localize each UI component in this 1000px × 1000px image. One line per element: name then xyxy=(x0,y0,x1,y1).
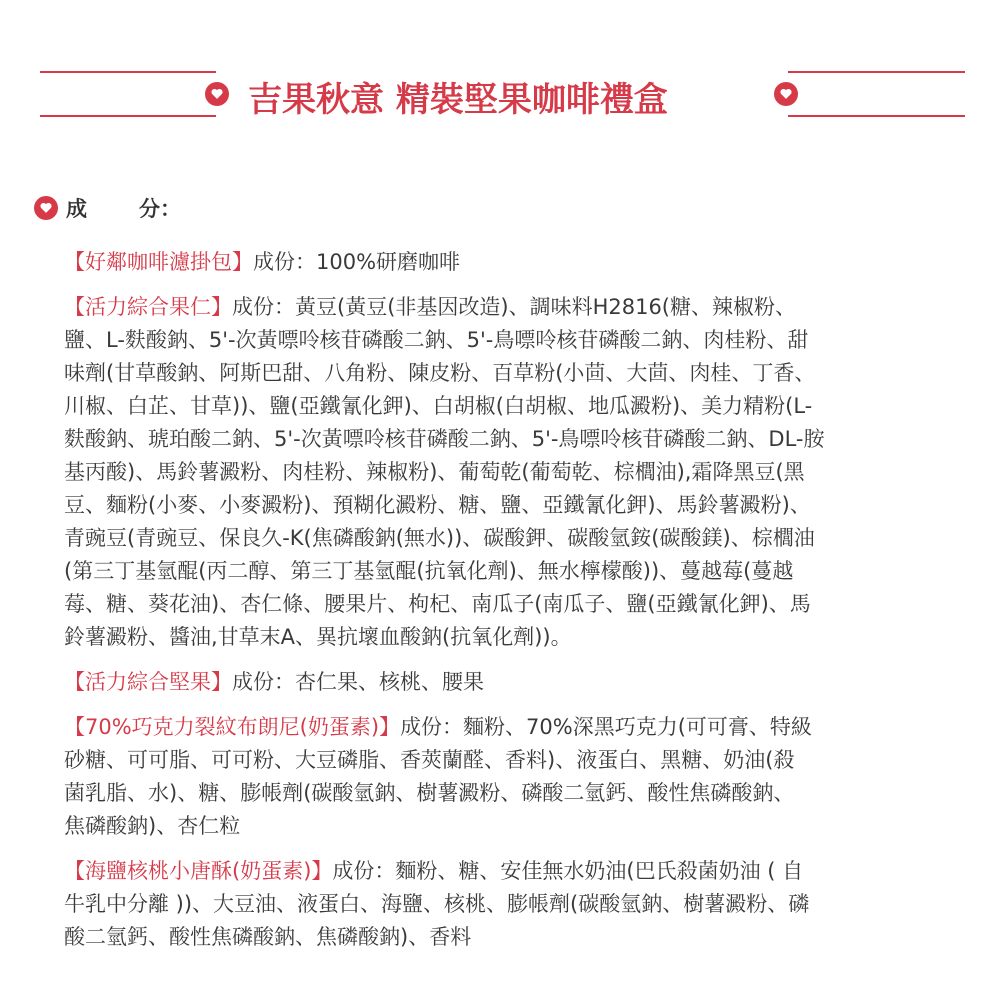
ingredient-line xyxy=(64,489,944,522)
title-rule-left-bottom xyxy=(40,115,216,117)
ingredient-line xyxy=(64,888,944,921)
ingredient-text: 酸二氫鈣、酸性焦磷酸鈉、焦磷酸鈉)、香料 xyxy=(64,925,472,949)
ingredient-line xyxy=(64,555,944,588)
ingredient-line xyxy=(64,744,944,777)
ingredient-line xyxy=(64,324,944,357)
ingredient-line xyxy=(64,291,944,324)
ingredient-text: 菌乳脂、水)、糖、膨帳劑(碳酸氫鈉、樹薯澱粉、磷酸二氫鈣、酸性焦磷酸鈉、 xyxy=(64,781,795,805)
ingredient-text: 焦磷酸鈉)、杏仁粒 xyxy=(64,814,241,838)
ingredient-line xyxy=(64,621,944,654)
ingredient-text: 砂糖、可可脂、可可粉、大豆磷脂、香莢蘭醛、香料)、液蛋白、黑糖、奶油(殺 xyxy=(64,748,795,772)
ingredient-line xyxy=(64,810,944,843)
heart-icon xyxy=(205,82,229,106)
ingredient-text: 成份：麵粉、70%深黑巧克力(可可膏、特級 xyxy=(400,715,812,739)
product-label: 【活力綜合堅果】 xyxy=(64,670,232,694)
ingredient-text: 成份：黃豆(黃豆(非基因改造)、調味料H2816(糖、辣椒粉、 xyxy=(232,295,797,319)
heart-icon xyxy=(34,196,58,220)
ingredient-text: 鈴薯澱粉、醬油,甘草末A、異抗壞血酸鈉(抗氧化劑))。 xyxy=(64,625,572,649)
ingredient-text: 青豌豆(青豌豆、保良久-K(焦磷酸鈉(無水))、碳酸鉀、碳酸氫銨(碳酸鎂)、棕櫚油 xyxy=(64,526,815,550)
ingredient-text: (第三丁基氫醌(丙二醇、第三丁基氫醌(抗氧化劑)、無水檸檬酸))、蔓越莓(蔓越 xyxy=(64,559,794,583)
heading-right: 分： xyxy=(139,197,181,221)
ingredient-text: 成份：杏仁果、核桃、腰果 xyxy=(232,670,484,694)
ingredient-line xyxy=(64,522,944,555)
ingredient-text: 牛乳中分離 ))、大豆油、液蛋白、海鹽、核桃、膨帳劑(碳酸氫鈉、樹薯澱粉、磷 xyxy=(64,892,810,916)
ingredient-line xyxy=(64,423,944,456)
ingredient-text: 基丙酸)、馬鈴薯澱粉、肉桂粉、辣椒粉)、葡萄乾(葡萄乾、棕櫚油),霜降黑豆(黑 xyxy=(64,460,805,484)
ingredient-item xyxy=(64,711,944,843)
ingredient-line xyxy=(64,666,944,699)
ingredient-item xyxy=(64,666,944,699)
ingredient-line xyxy=(64,456,944,489)
product-label: 【活力綜合果仁】 xyxy=(64,295,232,319)
ingredient-line xyxy=(64,390,944,423)
ingredient-text: 莓、糖、葵花油)、杏仁條、腰果片、枸杞、南瓜子(南瓜子、鹽(亞鐵氰化鉀)、馬 xyxy=(64,592,811,616)
ingredient-line xyxy=(64,357,944,390)
ingredient-line xyxy=(64,711,944,744)
title-rule-left-top xyxy=(40,71,216,73)
title-rule-right-bottom xyxy=(788,115,965,117)
page-title: 吉果秋意 精裝堅果咖啡禮盒 xyxy=(248,80,668,120)
ingredients-heading xyxy=(34,193,181,223)
ingredient-line xyxy=(64,921,944,954)
ingredient-text: 成份：100%研磨咖啡 xyxy=(253,250,461,274)
ingredient-text: 鹽、L-麩酸鈉、5'-次黃嘌呤核苷磷酸二鈉、5'-鳥嘌呤核苷磷酸二鈉、肉桂粉、甜 xyxy=(64,328,809,352)
heart-icon xyxy=(774,82,798,106)
ingredient-item xyxy=(64,855,944,954)
product-label: 【70%巧克力裂紋布朗尼(奶蛋素)】 xyxy=(64,715,401,739)
ingredient-text: 麩酸鈉、琥珀酸二鈉、5'-次黃嘌呤核苷磷酸二鈉、5'-鳥嘌呤核苷磷酸二鈉、DL-胺 xyxy=(64,427,825,451)
ingredient-text: 成份：麵粉、糖、安佳無水奶油(巴氏殺菌奶油 ( 自 xyxy=(332,859,804,883)
ingredient-text: 味劑(甘草酸鈉、阿斯巴甜、八角粉、陳皮粉、百草粉(小茴、大茴、肉桂、丁香、 xyxy=(64,361,816,385)
heading-left: 成 xyxy=(66,197,87,221)
product-label: 【好鄰咖啡濾掛包】 xyxy=(64,250,253,274)
ingredient-line xyxy=(64,588,944,621)
ingredient-text: 豆、麵粉(小麥、小麥澱粉)、預糊化澱粉、糖、鹽、亞鐵氰化鉀)、馬鈴薯澱粉)、 xyxy=(64,493,811,517)
title-rule-right-top xyxy=(788,71,965,73)
ingredients-list xyxy=(64,246,944,966)
ingredient-line xyxy=(64,855,944,888)
ingredient-text: 川椒、白芷、甘草))、鹽(亞鐵氰化鉀)、白胡椒(白胡椒、地瓜澱粉)、美力精粉(L- xyxy=(64,394,813,418)
product-label: 【海鹽核桃小唐酥(奶蛋素)】 xyxy=(64,859,333,883)
ingredient-line xyxy=(64,777,944,810)
ingredient-item xyxy=(64,291,944,654)
ingredient-item xyxy=(64,246,944,279)
ingredient-line xyxy=(64,246,944,279)
